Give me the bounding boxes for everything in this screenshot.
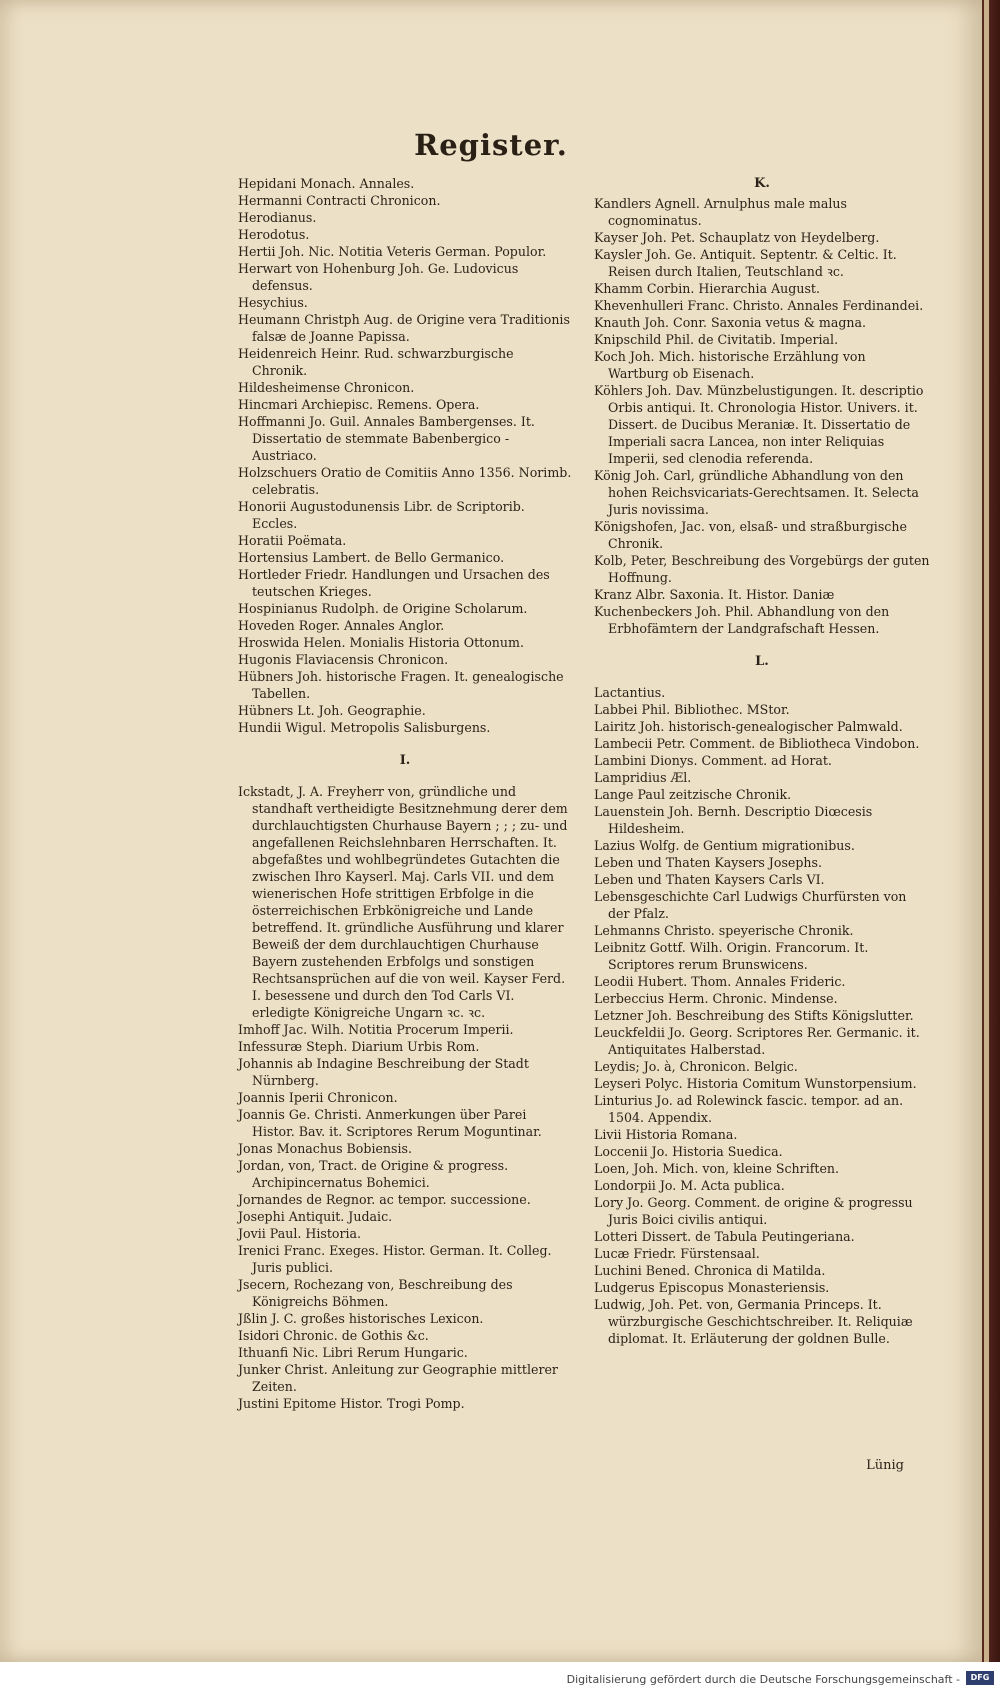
register-entry: Hoffmanni Jo. Guil. Annales Bambergenses. It. Dissertatio de stemmate Babenbergico - Austriaco. [238, 414, 535, 463]
register-entry: Jordan, von, Tract. de Origine & progress. Archipincernatus Bohemici. [238, 1158, 509, 1190]
register-entry: Holzschuers Oratio de Comitiis Anno 1356. Norimb. celebratis. [238, 465, 572, 497]
register-entry: Lange Paul zeitzische Chronik. [594, 787, 792, 802]
register-entry: Lucæ Friedr. Fürstensaal. [594, 1246, 760, 1261]
register-entry: Knipschild Phil. de Civitatib. Imperial. [594, 332, 839, 347]
register-entry: Lampridius Æl. [594, 770, 692, 785]
footer-credit: Digitalisierung gefördert durch die Deutsche Forschungsgemeinschaft - [566, 1673, 960, 1686]
register-entry: Khevenhulleri Franc. Christo. Annales Ferdinandei. [594, 298, 924, 313]
register-entry: Lory Jo. Georg. Comment. de origine & progressu Juris Boici civilis antiqui. [594, 1195, 913, 1227]
register-entry: Hübners Joh. historische Fragen. It. genealogische Tabellen. [238, 669, 564, 701]
register-entry: Herwart von Hohenburg Joh. Ge. Ludovicus defensus. [238, 261, 519, 293]
register-entry: Loen, Joh. Mich. von, kleine Schriften. [594, 1161, 840, 1176]
register-entry: Horatii Poëmata. [238, 533, 347, 548]
section-letter: K. [754, 176, 770, 191]
register-entry: Ludwig, Joh. Pet. von, Germania Princeps. It. würzburgische Geschichtschreiber. It. Reliquiæ diplomat. It. Erläuterung der goldnen Bulle. [594, 1297, 913, 1346]
register-entry: Kuchenbeckers Joh. Phil. Abhandlung von den Erbhofämtern der Landgrafschaft Hessen. [594, 604, 890, 636]
register-entry: Honorii Augustodunensis Libr. de Scriptorib. Eccles. [238, 499, 525, 531]
register-entry: Herodotus. [238, 227, 310, 242]
register-entry: Hospinianus Rudolph. de Origine Scholarum. [238, 601, 528, 616]
register-entry: Lambini Dionys. Comment. ad Horat. [594, 753, 832, 768]
register-entry: Leben und Thaten Kaysers Josephs. [594, 855, 822, 870]
register-entry: Hepidani Monach. Annales. [238, 176, 415, 191]
register-entry: Leodii Hubert. Thom. Annales Frideric. [594, 974, 846, 989]
right-column [594, 175, 930, 1347]
section-letter: I. [399, 753, 411, 768]
register-entry: Linturius Jo. ad Rolewinck fascic. tempor. ad an. 1504. Appendix. [594, 1093, 904, 1125]
section-letter: L. [755, 654, 769, 669]
book-binding [982, 0, 1000, 1662]
register-entry: Lazius Wolfg. de Gentium migrationibus. [594, 838, 855, 853]
register-entry: Loccenii Jo. Historia Suedica. [594, 1144, 783, 1159]
register-entry: Heumann Christph Aug. de Origine vera Traditionis falsæ de Joanne Papissa. [238, 312, 570, 344]
register-entry: Labbei Phil. Bibliothec. MStor. [594, 702, 790, 717]
register-entry: Lauenstein Joh. Bernh. Descriptio Diœcesis Hildesheim. [594, 804, 873, 836]
register-entry: Hübners Lt. Joh. Geographie. [238, 703, 426, 718]
register-entry: Knauth Joh. Conr. Saxonia vetus & magna. [594, 315, 867, 330]
register-entry: Hoveden Roger. Annales Anglor. [238, 618, 445, 633]
register-entry: Hildesheimense Chronicon. [238, 380, 415, 395]
register-entry: Kayser Joh. Pet. Schauplatz von Heydelberg. [594, 230, 880, 245]
register-entry: Kandlers Agnell. Arnulphus male malus cognominatus. [594, 196, 847, 228]
register-entry: Königshofen, Jac. von, elsaß- und straßburgische Chronik. [594, 519, 907, 551]
register-entry: Köhlers Joh. Dav. Münzbelustigungen. It. descriptio Orbis antiqui. It. Chronologia Histor. Univers. it. Dissert. de Ducibus Meraniæ. It. Dissertatio de Imperiali sacra Lancea, non inter Reliquias Imperii, sed clenodia referenda. [594, 383, 924, 466]
register-entry: Hermanni Contracti Chronicon. [238, 193, 441, 208]
register-entry: Kranz Albr. Saxonia. It. Histor. Daniæ [594, 587, 835, 602]
register-entry: Lotteri Dissert. de Tabula Peutingeriana. [594, 1229, 855, 1244]
register-entry: Londorpii Jo. M. Acta publica. [594, 1178, 785, 1193]
register-entry: Ludgerus Episcopus Monasteriensis. [594, 1280, 830, 1295]
register-entry: Lebensgeschichte Carl Ludwigs Churfürsten von der Pfalz. [594, 889, 907, 921]
register-entry: Lerbeccius Herm. Chronic. Mindense. [594, 991, 838, 1006]
page-heading: Register. [414, 128, 568, 162]
register-entry: Hroswida Helen. Monialis Historia Ottonum. [238, 635, 524, 650]
register-entry: Herodianus. [238, 210, 317, 225]
register-entry: Hugonis Flaviacensis Chronicon. [238, 652, 449, 667]
register-entry: Jßlin J. C. großes historisches Lexicon. [238, 1311, 484, 1326]
register-entry: Livii Historia Romana. [594, 1127, 738, 1142]
register-entry: Justini Epitome Histor. Trogi Pomp. [238, 1396, 465, 1411]
register-entry: Kolb, Peter, Beschreibung des Vorgebürgs der guten Hoffnung. [594, 553, 930, 585]
register-entry: Hincmari Archiepisc. Remens. Opera. [238, 397, 480, 412]
register-entry: Joannis Ge. Christi. Anmerkungen über Parei Histor. Bav. it. Scriptores Rerum Moguntinar. [238, 1107, 542, 1139]
register-entry: Jsecern, Rochezang von, Beschreibung des Königreichs Böhmen. [238, 1277, 513, 1309]
footer-bar [0, 1662, 1000, 1696]
catchword: Lünig [866, 1458, 904, 1473]
register-entry: Jornandes de Regnor. ac tempor. successione. [238, 1192, 531, 1207]
register-entry: Lehmanns Christo. speyerische Chronik. [594, 923, 854, 938]
register-entry: Leben und Thaten Kaysers Carls VI. [594, 872, 825, 887]
register-entry: Infessuræ Steph. Diarium Urbis Rom. [238, 1039, 480, 1054]
register-entry: Letzner Joh. Beschreibung des Stifts Königslutter. [594, 1008, 914, 1023]
register-entry: Johannis ab Indagine Beschreibung der Stadt Nürnberg. [238, 1056, 529, 1088]
register-entry: Leibnitz Gottf. Wilh. Origin. Francorum. It. Scriptores rerum Brunswicens. [594, 940, 869, 972]
register-entry: Joannis Iperii Chronicon. [238, 1090, 398, 1105]
register-entry: Heidenreich Heinr. Rud. schwarzburgische Chronik. [238, 346, 514, 378]
register-entry: Luchini Bened. Chronica di Matilda. [594, 1263, 826, 1278]
register-entry: Isidori Chronic. de Gothis &c. [238, 1328, 429, 1343]
register-entry: Ickstadt, J. A. Freyherr von, gründliche und standhaft vertheidigte Besitznehmung derer dem durchlauchtigsten Churhause Bayern ; ; ; zu- und angefallenen Reichslehnbaren Herrschaften. It. abgefaßtes und wohlbegründetes Gutachten die zwischen Ihro Kayserl. Maj. Carls VII. und dem wienerischen Hofe strittigen Erbfolge in die österreichischen Erbkönigreiche und Lande betreffend. It. gründliche Ausführung und klarer Beweiß der dem durchlauchtigen Churhause Bayern zustehenden Erbfolgs und sonstigen Rechtsansprüchen auf die von weil. Kayser Ferd. I. besessene und durch den Tod Carls VI. erledigte Königreiche Ungarn ꝛc. ꝛc. [238, 784, 568, 1020]
register-entry: Josephi Antiquit. Judaic. [238, 1209, 393, 1224]
register-entry: Hortleder Friedr. Handlungen und Ursachen des teutschen Krieges. [238, 567, 550, 599]
dfg-logo-icon: DFG [966, 1671, 994, 1685]
register-entry: Lairitz Joh. historisch-genealogischer Palmwald. [594, 719, 903, 734]
register-entry: Hesychius. [238, 295, 308, 310]
register-entry: Hertii Joh. Nic. Notitia Veteris German. Populor. [238, 244, 547, 259]
register-entry: Lambecii Petr. Comment. de Bibliotheca Vindobon. [594, 736, 920, 751]
register-entry: Hundii Wigul. Metropolis Salisburgens. [238, 720, 491, 735]
register-entry: Lactantius. [594, 685, 666, 700]
register-entry: Leuckfeldii Jo. Georg. Scriptores Rer. Germanic. it. Antiquitates Halberstad. [594, 1025, 920, 1057]
register-entry: Leyseri Polyc. Historia Comitum Wunstorpensium. [594, 1076, 917, 1091]
register-entry: Jovii Paul. Historia. [238, 1226, 362, 1241]
register-entry: König Joh. Carl, gründliche Abhandlung von den hohen Reichsvicariats-Gerechtsamen. It. Selecta Juris novissima. [594, 468, 919, 517]
register-entry: Junker Christ. Anleitung zur Geographie mittlerer Zeiten. [238, 1362, 558, 1394]
register-entry: Irenici Franc. Exeges. Histor. German. It. Colleg. Juris publici. [238, 1243, 552, 1275]
register-entry: Hortensius Lambert. de Bello Germanico. [238, 550, 505, 565]
register-entry: Imhoff Jac. Wilh. Notitia Procerum Imperii. [238, 1022, 514, 1037]
left-column [238, 175, 572, 1412]
register-entry: Ithuanfi Nic. Libri Rerum Hungaric. [238, 1345, 468, 1360]
register-entry: Kaysler Joh. Ge. Antiquit. Septentr. & Celtic. It. Reisen durch Italien, Teutschland ꝛc. [594, 247, 897, 279]
register-entry: Jonas Monachus Bobiensis. [238, 1141, 413, 1156]
register-entry: Koch Joh. Mich. historische Erzählung von Wartburg ob Eisenach. [594, 349, 866, 381]
register-entry: Khamm Corbin. Hierarchia August. [594, 281, 820, 296]
register-entry: Leydis; Jo. à, Chronicon. Belgic. [594, 1059, 798, 1074]
